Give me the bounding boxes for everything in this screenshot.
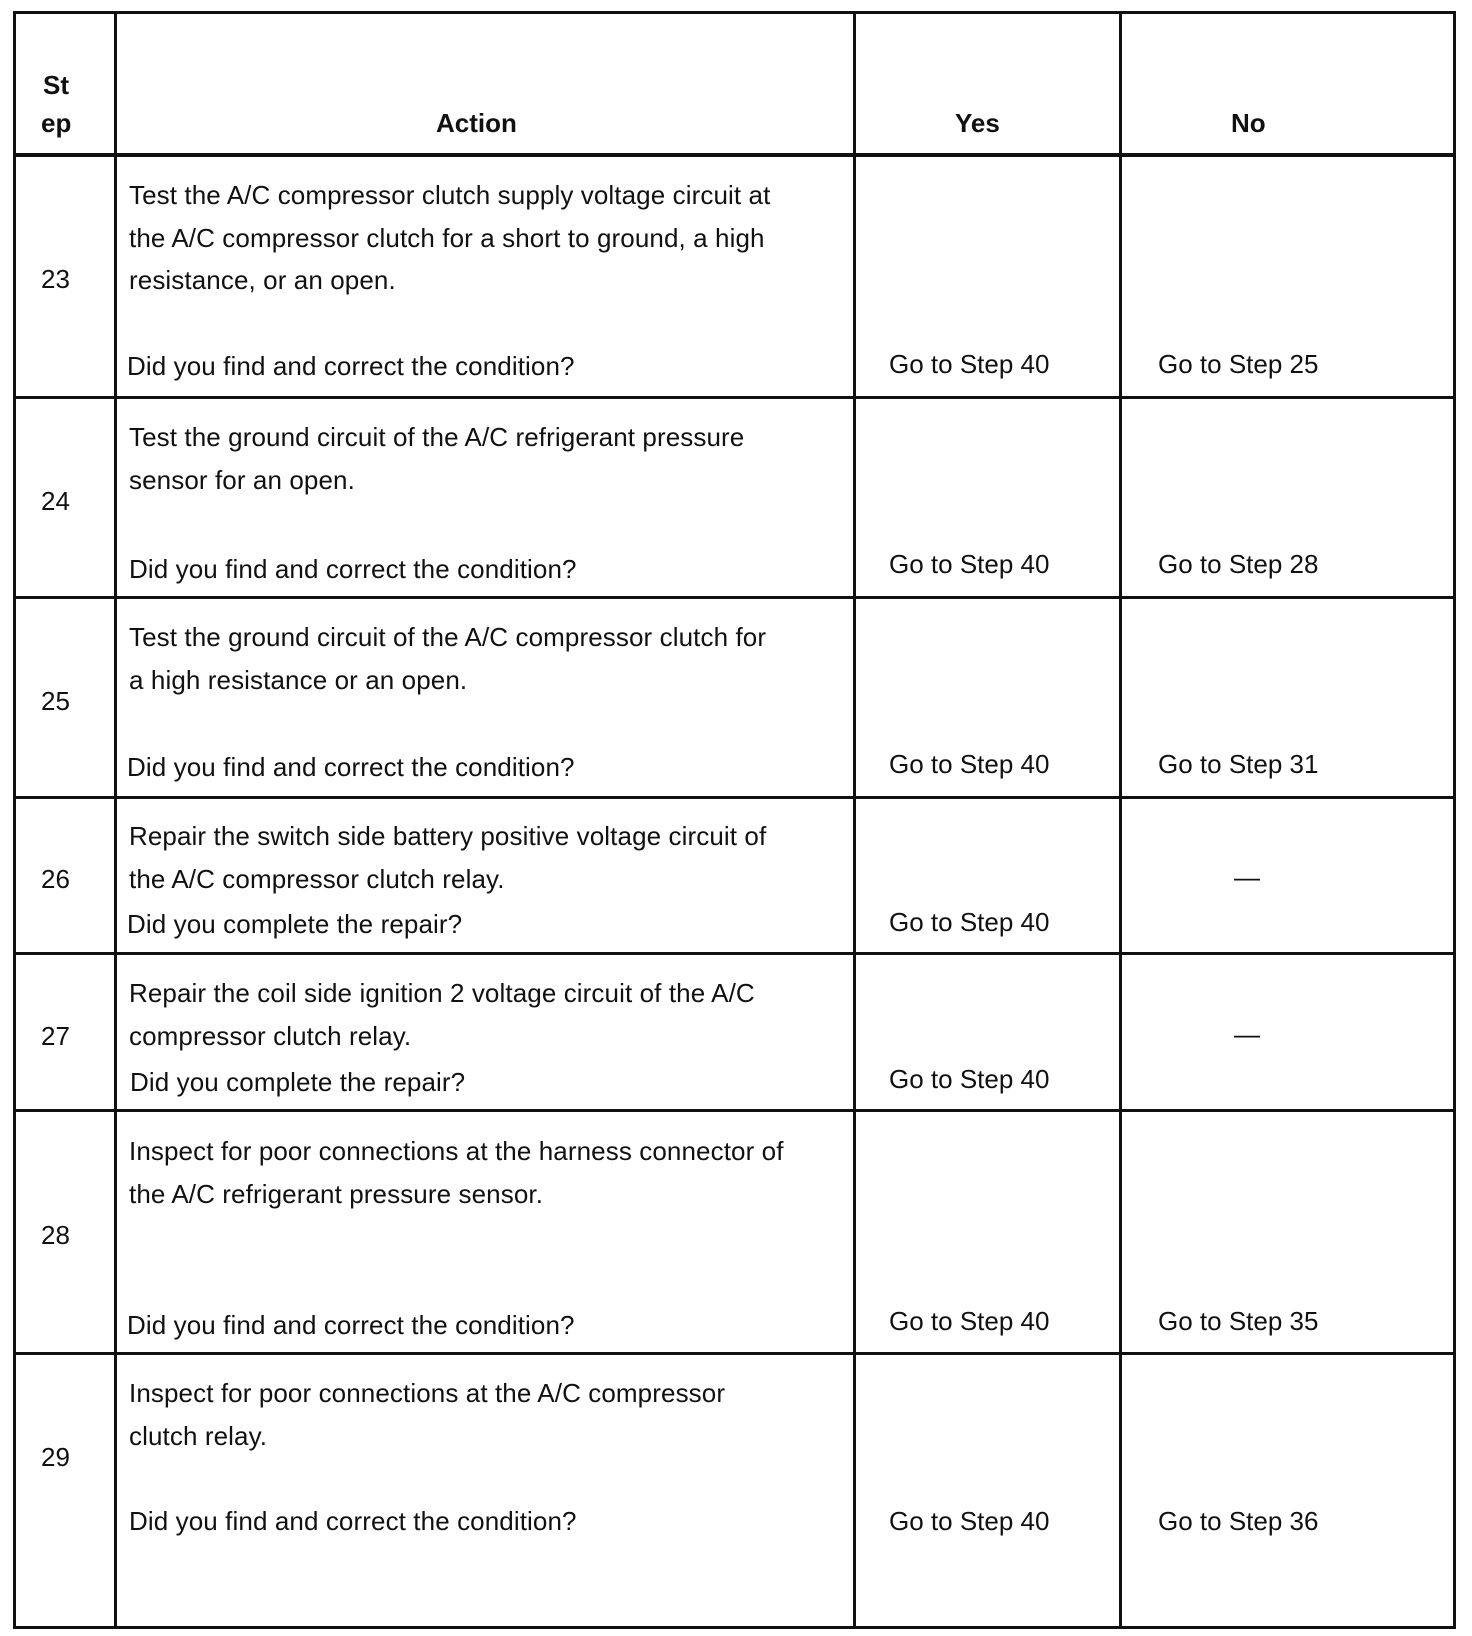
column-divider [853, 14, 856, 1626]
action-text-line: clutch relay. [129, 1421, 268, 1451]
row-divider [16, 1352, 1453, 1355]
no-result: — [1234, 862, 1260, 892]
no-result: Go to Step 25 [1158, 349, 1319, 379]
header-action: Action [436, 108, 517, 138]
action-question: Did you find and correct the condition? [127, 351, 575, 381]
header-divider [16, 153, 1453, 157]
column-divider [114, 14, 117, 1626]
action-text-line: Inspect for poor connections at the A/C compressor [129, 1378, 726, 1408]
row-divider [16, 952, 1453, 955]
no-result: — [1234, 1019, 1260, 1049]
action-text-line: the A/C refrigerant pressure sensor. [129, 1179, 544, 1209]
row-divider [16, 396, 1453, 399]
action-text-line: sensor for an open. [129, 465, 355, 495]
row-divider [16, 796, 1453, 799]
row-divider [16, 596, 1453, 599]
action-question: Did you find and correct the condition? [127, 752, 575, 782]
action-question: Did you complete the repair? [127, 909, 463, 939]
column-divider [1119, 14, 1122, 1626]
step-number: 26 [41, 864, 70, 894]
no-result: Go to Step 36 [1158, 1506, 1319, 1536]
yes-result: Go to Step 40 [889, 1506, 1050, 1536]
action-text-line: Test the ground circuit of the A/C compressor clutch for [129, 622, 767, 652]
action-question: Did you complete the repair? [130, 1067, 466, 1097]
step-number: 24 [41, 486, 70, 516]
header-yes: Yes [955, 108, 1000, 138]
step-number: 23 [41, 264, 70, 294]
step-number: 29 [41, 1442, 70, 1472]
no-result: Go to Step 28 [1158, 549, 1319, 579]
action-text-line: Test the ground circuit of the A/C refrigerant pressure [129, 422, 745, 452]
action-text-line: Inspect for poor connections at the harness connector of [129, 1136, 784, 1166]
diagnostic-table [13, 11, 1456, 1629]
action-text-line: Repair the switch side battery positive voltage circuit of [129, 821, 767, 851]
action-question: Did you find and correct the condition? [129, 554, 577, 584]
no-result: Go to Step 35 [1158, 1306, 1319, 1336]
header-step-line2: ep [41, 108, 72, 138]
yes-result: Go to Step 40 [889, 1306, 1050, 1336]
header-step-line1: St [43, 70, 69, 100]
header-no: No [1231, 108, 1266, 138]
yes-result: Go to Step 40 [889, 749, 1050, 779]
action-question: Did you find and correct the condition? [127, 1310, 575, 1340]
action-text-line: compressor clutch relay. [129, 1021, 412, 1051]
action-question: Did you find and correct the condition? [129, 1506, 577, 1536]
row-divider [16, 1109, 1453, 1112]
action-text-line: Repair the coil side ignition 2 voltage circuit of the A/C [129, 978, 755, 1008]
yes-result: Go to Step 40 [889, 349, 1050, 379]
action-text-line: resistance, or an open. [129, 265, 396, 295]
step-number: 28 [41, 1220, 70, 1250]
action-text-line: the A/C compressor clutch for a short to ground, a high [129, 223, 765, 253]
action-text-line: a high resistance or an open. [129, 665, 468, 695]
yes-result: Go to Step 40 [889, 907, 1050, 937]
yes-result: Go to Step 40 [889, 1064, 1050, 1094]
action-text-line: Test the A/C compressor clutch supply voltage circuit at [129, 180, 771, 210]
no-result: Go to Step 31 [1158, 749, 1319, 779]
step-number: 27 [41, 1021, 70, 1051]
step-number: 25 [41, 686, 70, 716]
yes-result: Go to Step 40 [889, 549, 1050, 579]
action-text-line: the A/C compressor clutch relay. [129, 864, 505, 894]
